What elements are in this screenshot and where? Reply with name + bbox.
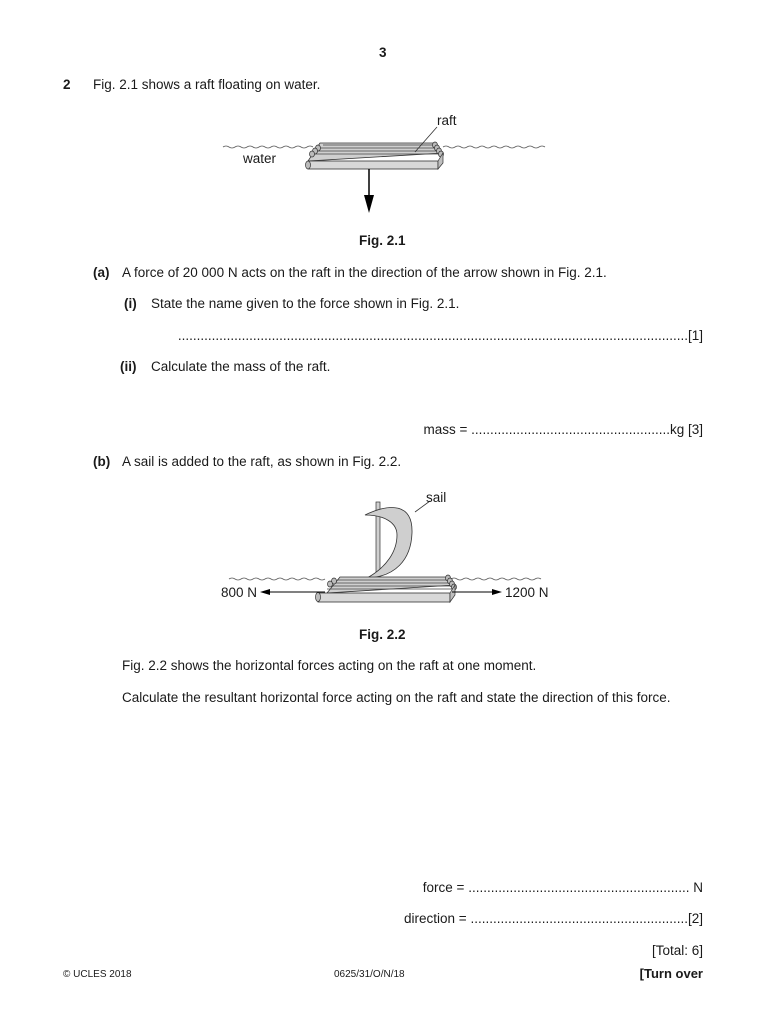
mass-answer-line[interactable]: mass = .....................................................kg [3] [423,422,703,437]
part-a-text: A force of 20 000 N acts on the raft in the direction of the arrow shown in Fig. 2.1. [122,265,607,280]
part-b-text: A sail is added to the raft, as shown in Fig. 2.2. [122,454,402,469]
question-number: 2 [63,77,71,92]
raft-front-log [308,161,438,169]
part-a-label: (a) [93,265,110,280]
total-marks: [Total: 6] [651,943,703,958]
weight-arrow-head [364,195,374,213]
label-sail: sail [426,490,447,505]
question-intro: Fig. 2.1 shows a raft floating on water. [93,77,321,92]
part-b-line2: Calculate the resultant horizontal force acting on the raft and state the direction of this force. [122,690,671,705]
part-b-line1: Fig. 2.2 shows the horizontal forces acting on the raft at one moment. [122,658,537,673]
part-a-i-label: (i) [124,296,137,311]
force-answer-line[interactable]: force = ........................................................... N [422,880,703,895]
footer-turn-over: [Turn over [639,966,703,981]
label-1200n: 1200 N [505,585,549,600]
right-force-arrow-head [492,589,502,595]
label-raft: raft [437,113,457,128]
fig-2-2-caption: Fig. 2.2 [359,627,406,642]
page-number: 3 [379,45,387,60]
figure-2-2-raft-with-sail [215,485,555,610]
left-force-arrow-head [260,589,270,595]
label-water: water [243,151,277,166]
part-a-i-text: State the name given to the force shown in Fig. 2.1. [151,296,460,311]
raft-deck [308,143,443,161]
part-a-ii-label: (ii) [120,359,137,374]
fig-2-1-caption: Fig. 2.1 [359,233,406,248]
footer-code: 0625/31/O/N/18 [334,969,405,980]
sail [365,508,412,578]
part-a-i-answer-line[interactable]: ........................................................................................................................................[1] [177,328,703,343]
raft-deck [327,577,455,593]
label-800n: 800 N [221,585,258,600]
part-a-ii-text: Calculate the mass of the raft. [151,359,331,374]
raft-front-log [318,593,450,602]
footer-copyright: © UCLES 2018 [63,969,132,980]
part-b-label: (b) [93,454,111,469]
direction-answer-line[interactable]: direction = ..........................................................[2] [404,911,703,926]
